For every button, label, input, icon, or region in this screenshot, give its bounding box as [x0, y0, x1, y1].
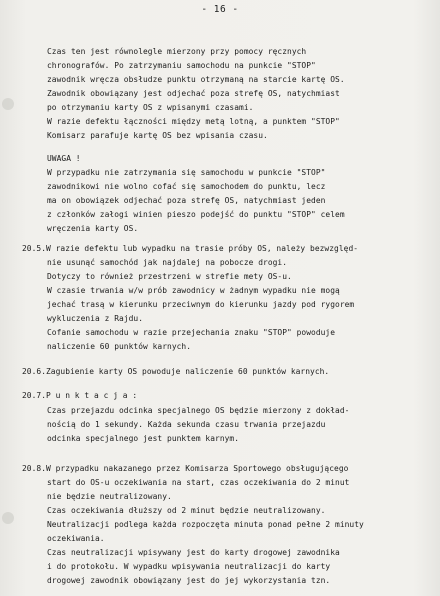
- text-line: Czas przejazdu odcinka specjalnego OS będzie mierzony z dokład-: [47, 406, 350, 415]
- text-line: wręczenia karty OS.: [47, 224, 139, 233]
- text-line: zawodnikowi nie wolno cofać się samochodem do punktu, lecz: [47, 182, 326, 191]
- text-line: zawodnik wręcza obsłudze punktu otrzymaną na starcie kartę OS.: [47, 75, 345, 84]
- text-line: odcinka specjalnego jest punktem karnym.: [47, 434, 240, 443]
- text-line: Czas oczekiwania dłuższy od 2 minut będzie neutralizowany.: [47, 506, 326, 515]
- text-line: jechać trasą w kierunku przeciwnym do kierunku jazdy pod rygorem: [47, 300, 355, 309]
- text-line: Dotyczy to również przestrzeni w strefie mety OS-u.: [47, 272, 292, 281]
- text-line: nie usunąć samochód jak najdalej na pobocze drogi.: [47, 258, 288, 267]
- text-line: z członków załogi winien pieszo podejść do punktu "STOP" celem: [47, 210, 345, 219]
- text-line: Czas neutralizacji wpisywany jest do karty drogowej zawodnika: [47, 548, 340, 557]
- text-line: chronografów. Po zatrzymaniu samochodu na punkcie "STOP": [47, 61, 316, 70]
- text-line: wykluczenia z Rajdu.: [47, 314, 144, 323]
- text-line: W razie defektu łączności między metą lotną, a punktem "STOP": [47, 117, 340, 126]
- punch-hole-mark: [2, 98, 14, 110]
- section-20-6: 20.6.Zagubienie karty OS powoduje naliczenie 60 punktów karnych.: [22, 367, 330, 376]
- text-line: po otrzymaniu karty OS z wpisanymi czasami.: [47, 103, 254, 112]
- text-line: naliczenie 60 punktów karnych.: [47, 342, 192, 351]
- text-line: nością do 1 sekundy. Każda sekunda czasu trwania przejazdu: [47, 420, 326, 429]
- text-line: Zawodnik obowiązany jest odjechać poza strefę OS, natychmiast: [47, 89, 340, 98]
- page-number: - 16 -: [201, 4, 239, 15]
- text-line: drogowej zawodnik obowiązany jest do jej wykorzystania tzn.: [47, 576, 331, 585]
- section-20-8: 20.8.W przypadku nakazanego przez Komisarza Sportowego obsługującego: [22, 464, 349, 473]
- text-line: Cofanie samochodu w razie przejechania znaku "STOP" powoduje: [47, 328, 336, 337]
- text-line: Czas ten jest równolegle mierzony przy pomocy ręcznych: [47, 47, 307, 56]
- text-line: i do protokołu. W wypadku wpisywania neutralizacji do karty: [47, 562, 331, 571]
- punch-hole-mark: [2, 512, 14, 524]
- section-20-5: 20.5.W razie defektu lub wypadku na trasie próby OS, należy bezwzględ-: [22, 244, 359, 253]
- text-line: oczekiwania.: [47, 534, 105, 543]
- text-line: start do OS-u oczekiwania na start, czas oczekiwania do 2 minut: [47, 478, 350, 487]
- text-line: ma on obowiązek odjechać poza strefę OS, natychmiast jeden: [47, 196, 326, 205]
- section-20-7: 20.7.P u n k t a c j a :: [22, 391, 138, 400]
- warning-heading: UWAGA !: [47, 154, 81, 163]
- text-line: Neutralizacji podlega każda rozpoczęta minuta ponad pełne 2 minuty: [47, 520, 364, 529]
- text-line: W czasie trwania w/w prób zawodnicy w żadnym wypadku nie mogą: [47, 286, 340, 295]
- text-line: Komisarz parafuje kartę OS bez wpisania czasu.: [47, 131, 268, 140]
- text-line: nie będzie neutralizowany.: [47, 492, 172, 501]
- text-line: W przypadku nie zatrzymania się samochodu w punkcie "STOP": [47, 168, 326, 177]
